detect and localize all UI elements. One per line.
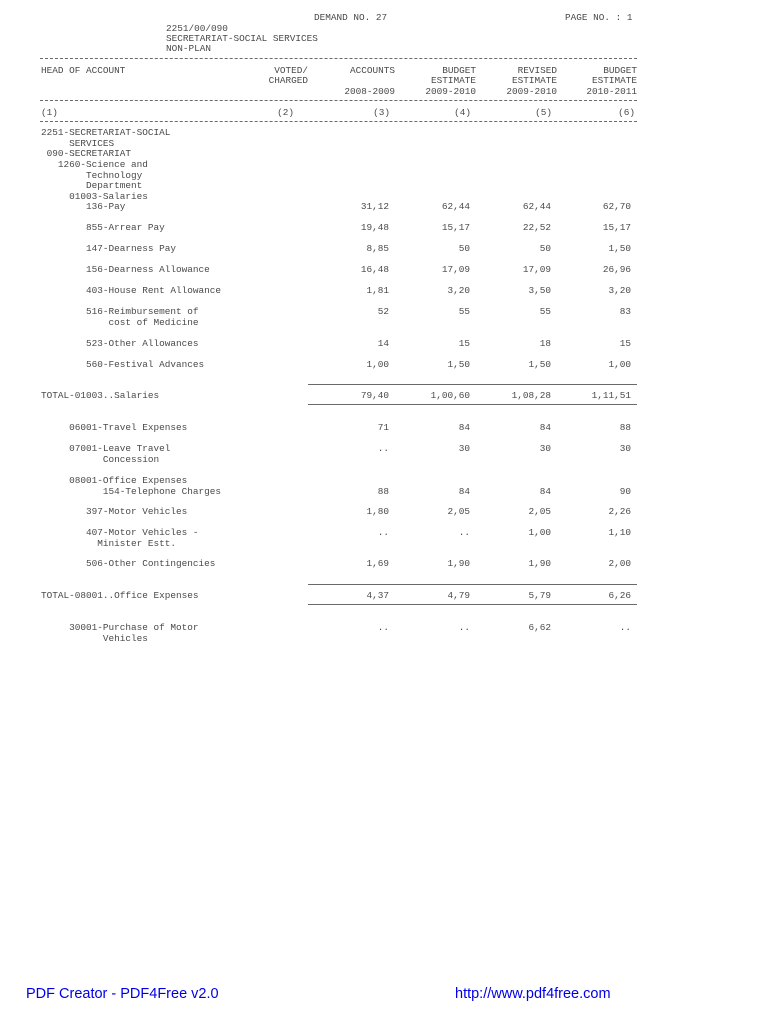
col-number: (6) bbox=[618, 107, 635, 118]
amount-cell: 30 bbox=[539, 443, 551, 454]
amount-cell: 84 bbox=[539, 422, 551, 433]
page-title: SECRETARIAT-SOCIAL SERVICES bbox=[166, 33, 318, 44]
amount-cell: 22,52 bbox=[522, 222, 551, 233]
amount-cell: 1,90 bbox=[447, 558, 470, 569]
amount-cell: 2,26 bbox=[608, 506, 631, 517]
account-head-text: Concession bbox=[41, 453, 160, 465]
amount-cell: 17,09 bbox=[441, 264, 470, 275]
amount-cell: 18 bbox=[539, 338, 551, 349]
account-head-text: 560-Festival Advances bbox=[41, 359, 205, 370]
amount-cell: 84 bbox=[458, 422, 470, 433]
account-head-text: 403-House Rent Allowance bbox=[41, 285, 222, 296]
account-head-text: 1260-Science and bbox=[41, 159, 148, 170]
amount-cell: 15,17 bbox=[441, 222, 470, 233]
account-head-text: 08001-Office Expenses bbox=[41, 475, 188, 486]
col-head-voted: VOTED/ bbox=[274, 65, 308, 76]
account-head-text: 523-Other Allowances bbox=[41, 338, 199, 349]
header-divider bbox=[40, 121, 637, 122]
total-rule-top bbox=[308, 584, 637, 585]
col-head-budget: BUDGET bbox=[442, 65, 476, 76]
col-number: (2) bbox=[277, 107, 294, 118]
amount-cell: 62,44 bbox=[441, 201, 470, 212]
account-head-text: Technology bbox=[41, 169, 143, 181]
amount-cell: 1,00 bbox=[608, 359, 631, 370]
amount-cell: 1,00 bbox=[366, 359, 389, 370]
page-number: PAGE NO. : 1 bbox=[565, 12, 633, 23]
amount-cell: .. bbox=[377, 527, 389, 538]
amount-cell: 88 bbox=[619, 422, 631, 433]
col-head-voted: CHARGED bbox=[268, 75, 308, 86]
footer-link[interactable]: http://www.pdf4free.com bbox=[455, 986, 611, 1002]
col-head-accounts: ACCOUNTS bbox=[349, 65, 395, 76]
account-head-text: 147-Dearness Pay bbox=[41, 243, 177, 254]
amount-cell: 50 bbox=[458, 243, 470, 254]
amount-cell: 4,37 bbox=[366, 590, 389, 601]
amount-cell: 19,48 bbox=[360, 222, 389, 233]
total-rule-bottom bbox=[308, 404, 637, 405]
col-number: (4) bbox=[454, 107, 471, 118]
amount-cell: 1,50 bbox=[608, 243, 631, 254]
demand-number: DEMAND NO. 27 bbox=[314, 12, 388, 23]
amount-cell: 84 bbox=[539, 485, 551, 497]
account-head-text: cost of Medicine bbox=[41, 316, 199, 328]
account-head-text: TOTAL-01003..Salaries bbox=[41, 390, 160, 401]
col-head-revised-year: 2009-2010 bbox=[506, 86, 557, 97]
col-head-revised: REVISED bbox=[517, 65, 557, 76]
amount-cell: 79,40 bbox=[360, 390, 389, 401]
account-head-text: Department bbox=[41, 180, 143, 191]
amount-cell: 26,96 bbox=[602, 264, 631, 275]
col-number: (3) bbox=[373, 107, 390, 118]
account-head-text: 156-Dearness Allowance bbox=[41, 264, 210, 275]
amount-cell: 6,62 bbox=[528, 622, 551, 633]
account-head-text: 136-Pay bbox=[41, 201, 126, 212]
amount-cell: 90 bbox=[619, 485, 631, 497]
col-head-budget: ESTIMATE bbox=[430, 75, 476, 86]
amount-cell: 1,80 bbox=[366, 506, 389, 517]
amount-cell: 3,20 bbox=[608, 285, 631, 296]
amount-cell: 62,70 bbox=[602, 201, 631, 212]
amount-cell: 16,48 bbox=[360, 264, 389, 275]
total-rule-bottom bbox=[308, 604, 637, 605]
col-head-budget-next-year: 2010-2011 bbox=[586, 86, 637, 97]
header-divider bbox=[40, 58, 637, 59]
amount-cell: 1,00,60 bbox=[430, 390, 470, 401]
amount-cell: 52 bbox=[377, 306, 389, 317]
amount-cell: 3,20 bbox=[447, 285, 470, 296]
amount-cell: 1,90 bbox=[528, 558, 551, 569]
amount-cell: 4,79 bbox=[447, 590, 470, 601]
account-head-text: 154-Telephone Charges bbox=[41, 485, 222, 497]
amount-cell: 31,12 bbox=[360, 201, 389, 212]
account-head-text: 2251-SECRETARIAT-SOCIAL bbox=[41, 127, 171, 138]
amount-cell: 3,50 bbox=[528, 285, 551, 296]
amount-cell: 17,09 bbox=[522, 264, 551, 275]
account-head-text: SERVICES bbox=[41, 137, 115, 149]
amount-cell: 15,17 bbox=[602, 222, 631, 233]
amount-cell: 14 bbox=[377, 338, 389, 349]
amount-cell: 2,05 bbox=[447, 506, 470, 517]
footer-creator-text: PDF Creator - PDF4Free v2.0 bbox=[26, 986, 219, 1002]
amount-cell: 55 bbox=[539, 306, 551, 317]
amount-cell: 5,79 bbox=[528, 590, 551, 601]
amount-cell: 2,00 bbox=[608, 558, 631, 569]
header-divider bbox=[40, 100, 637, 101]
account-head-text: 516-Reimbursement of bbox=[41, 306, 199, 317]
amount-cell: 50 bbox=[539, 243, 551, 254]
col-head-budget-next: ESTIMATE bbox=[591, 75, 637, 86]
col-number: (5) bbox=[535, 107, 552, 118]
account-head-text: 397-Motor Vehicles bbox=[41, 506, 188, 517]
amount-cell: 62,44 bbox=[522, 201, 551, 212]
col-head-accounts-year: 2008-2009 bbox=[344, 86, 395, 97]
amount-cell: 2,05 bbox=[528, 506, 551, 517]
amount-cell: 1,81 bbox=[366, 285, 389, 296]
amount-cell: 1,50 bbox=[447, 359, 470, 370]
amount-cell: 83 bbox=[619, 306, 631, 317]
amount-cell: .. bbox=[458, 622, 470, 633]
account-head-text: 30001-Purchase of Motor bbox=[41, 622, 199, 633]
amount-cell: .. bbox=[377, 622, 389, 633]
total-rule-top bbox=[308, 384, 637, 385]
account-head-text: 090-SECRETARIAT bbox=[41, 148, 132, 159]
amount-cell: 30 bbox=[619, 443, 631, 454]
amount-cell: 8,85 bbox=[366, 243, 389, 254]
amount-cell: .. bbox=[377, 443, 389, 454]
amount-cell: 88 bbox=[377, 485, 389, 497]
account-head-text: 07001-Leave Travel bbox=[41, 443, 171, 454]
amount-cell: 15 bbox=[458, 338, 470, 349]
amount-cell: 55 bbox=[458, 306, 470, 317]
account-head-text: TOTAL-08001..Office Expenses bbox=[41, 590, 199, 601]
col-head-budget-next: BUDGET bbox=[603, 65, 637, 76]
account-head-text: 506-Other Contingencies bbox=[41, 558, 216, 569]
amount-cell: 6,26 bbox=[608, 590, 631, 601]
account-head-text: Minister Estt. bbox=[41, 537, 177, 549]
amount-cell: 1,69 bbox=[366, 558, 389, 569]
col-head-budget-year: 2009-2010 bbox=[425, 86, 476, 97]
account-head-text: 06001-Travel Expenses bbox=[41, 422, 188, 433]
amount-cell: 1,08,28 bbox=[511, 390, 551, 401]
col-head-account: HEAD OF ACCOUNT bbox=[41, 65, 126, 76]
account-code: 2251/00/090 bbox=[166, 23, 228, 34]
col-head-revised: ESTIMATE bbox=[511, 75, 557, 86]
amount-cell: 1,10 bbox=[608, 527, 631, 538]
account-head-text: 01003-Salaries bbox=[41, 191, 148, 202]
plan-type: NON-PLAN bbox=[166, 43, 212, 54]
amount-cell: 1,11,51 bbox=[591, 390, 631, 401]
amount-cell: 84 bbox=[458, 485, 470, 497]
amount-cell: 1,00 bbox=[528, 527, 551, 538]
account-head-text: 855-Arrear Pay bbox=[41, 222, 165, 233]
account-head-text: Vehicles bbox=[41, 632, 148, 644]
amount-cell: 15 bbox=[619, 338, 631, 349]
amount-cell: 30 bbox=[458, 443, 470, 454]
account-head-text: 407-Motor Vehicles - bbox=[41, 527, 199, 538]
amount-cell: 1,50 bbox=[528, 359, 551, 370]
amount-cell: .. bbox=[619, 622, 631, 633]
col-number: (1) bbox=[41, 107, 58, 118]
amount-cell: 71 bbox=[377, 422, 389, 433]
amount-cell: .. bbox=[458, 527, 470, 538]
